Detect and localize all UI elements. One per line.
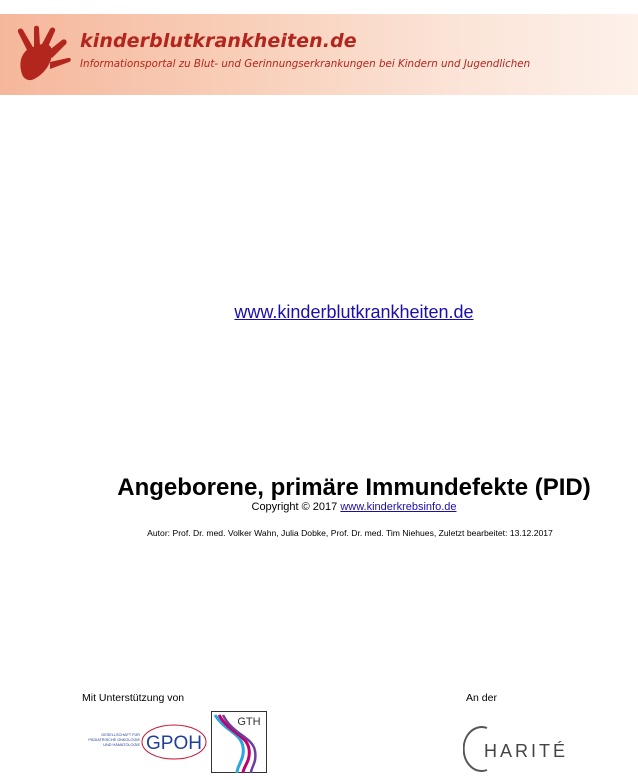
copyright-link[interactable]: www.kinderkrebsinfo.de <box>340 501 457 513</box>
gpoh-subtext-1: GESELLSCHAFT FÜR <box>101 733 140 737</box>
gpoh-logo <box>84 722 209 764</box>
support-label: Mit Unterstützung von <box>82 692 185 704</box>
gpoh-subtext-2: PÄDIATRISCHE ONKOLOGIE <box>88 738 140 742</box>
author-line: Autor: Prof. Dr. med. Volker Wahn, Julia Dobke, Prof. Dr. med. Tim Niehues, Zuletzt bearbeitet: 13.12.2017 <box>147 528 553 538</box>
site-header <box>0 14 638 95</box>
gpoh-subtext-3: UND HÄMATOLOGIE <box>103 743 140 747</box>
charite-text: HARITÉ <box>484 741 569 761</box>
website-link[interactable]: www.kinderblutkrankheiten.de <box>234 302 474 322</box>
gth-text: GTH <box>237 716 261 728</box>
hand-logo-icon <box>12 24 74 88</box>
document-title: Angeborene, primäre Immundefekte (PID) <box>117 474 591 501</box>
at-label: An der <box>466 692 497 704</box>
charite-logo <box>463 720 603 776</box>
gpoh-text: GPOH <box>146 733 202 754</box>
copyright-line <box>0 501 638 513</box>
copyright-text: Copyright © 2017 <box>251 501 341 513</box>
site-tagline: Informationsportal zu Blut- und Gerinnungserkrankungen bei Kindern und Jugendlichen <box>80 58 531 70</box>
site-name: kinderblutkrankheiten.de <box>80 30 357 52</box>
gth-logo <box>211 711 267 773</box>
